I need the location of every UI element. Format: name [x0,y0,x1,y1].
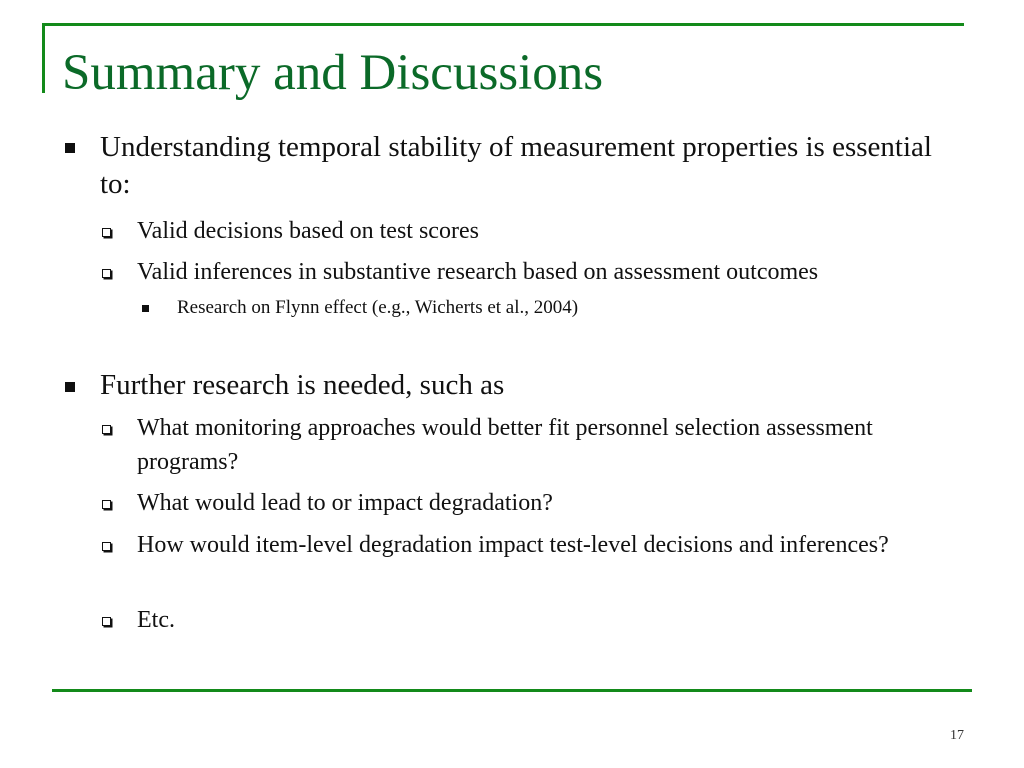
bullet-understanding-temporal-stability: Understanding temporal stability of measurement properties is essential to: [100,131,932,200]
sub-bullet-valid-decisions: Valid decisions based on test scores [137,218,479,244]
sub-bullet-etc: Etc. [137,607,175,633]
footer-rule [52,689,972,692]
sub-bullet-monitoring-approaches: What monitoring approaches would better fit personnel selection assessment programs? [137,415,873,475]
sub-bullet-valid-inferences: Valid inferences in substantive research based on assessment outcomes [137,259,819,285]
page-number: 17 [950,728,964,743]
bullet-further-research: Further research is needed, such as [100,369,505,401]
hollow-square-bullet-icon [102,542,111,551]
hollow-square-bullet-icon [102,617,111,626]
square-bullet-icon [65,382,75,392]
hollow-square-bullet-icon [102,269,111,278]
title-frame-left-rule [42,23,45,93]
title-frame-top-rule [42,23,964,26]
hollow-square-bullet-icon [102,500,111,509]
sub-bullet-degradation: What would lead to or impact degradation? [137,490,553,516]
sub-bullet-item-level-degradation: How would item-level degradation impact test-level decisions and inferences? [137,532,889,558]
slide-title: Summary and Discussions [62,45,604,101]
small-square-bullet-icon [142,305,149,312]
sub-sub-bullet-flynn-effect: Research on Flynn effect (e.g., Wicherts et al., 2004) [177,297,579,318]
hollow-square-bullet-icon [102,425,111,434]
hollow-square-bullet-icon [102,228,111,237]
square-bullet-icon [65,143,75,153]
